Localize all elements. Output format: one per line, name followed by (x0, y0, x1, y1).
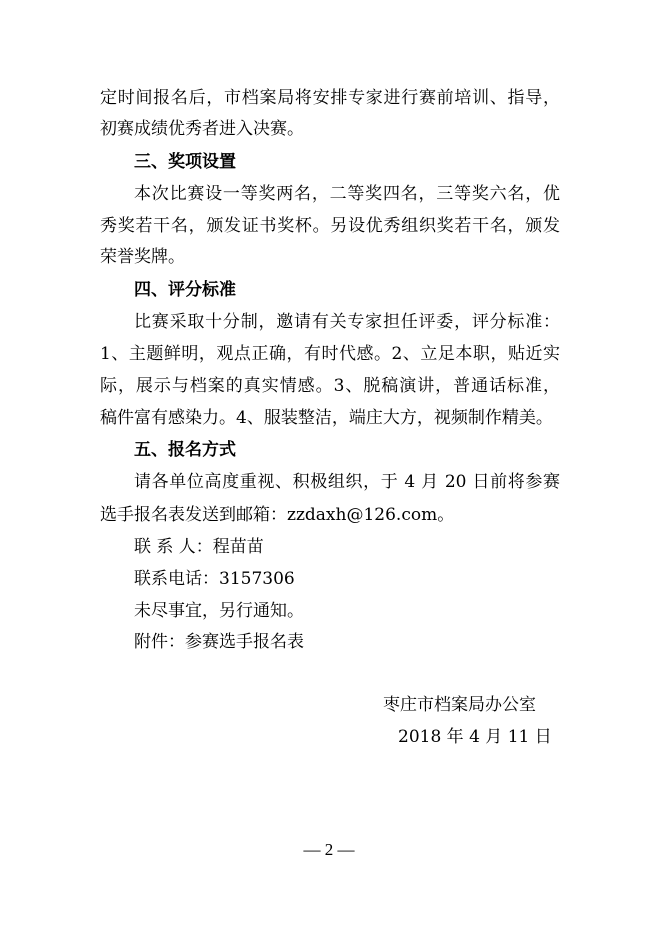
notice-text: 未尽事宜，另行通知。 (134, 601, 304, 621)
signature-org: 枣庄市档案局办公室 (383, 695, 536, 715)
contact-person: 联 系 人：程苗苗 (134, 537, 264, 557)
paragraph-line: 选手报名表发送到邮箱：zzdaxh@126.com。 (100, 505, 455, 525)
section-heading-registration: 五、报名方式 (134, 440, 236, 460)
paragraph-line: 1、主题鲜明，观点正确，有时代感。2、立足本职，贴近实 (100, 344, 560, 364)
paragraph-line: 比赛采取十分制，邀请有关专家担任评委，评分标准： (134, 312, 560, 332)
paragraph-line: 际，展示与档案的真实情感。3、脱稿演讲，普通话标准， (100, 376, 560, 396)
paragraph-line: 荣誉奖牌。 (100, 247, 185, 267)
signature-date: 2018 年 4 月 11 日 (398, 727, 552, 747)
section-heading-awards: 三、奖项设置 (134, 152, 236, 172)
section-heading-scoring: 四、评分标准 (134, 280, 236, 300)
paragraph-line: 稿件富有感染力。4、服装整洁，端庄大方，视频制作精美。 (100, 408, 553, 428)
paragraph-line: 请各单位高度重视、积极组织，于 4 月 20 日前将参赛 (134, 472, 560, 492)
attachment-text: 附件：参赛选手报名表 (134, 632, 304, 652)
paragraph-line: 本次比赛设一等奖两名，二等奖四名，三等奖六名，优 (134, 184, 560, 204)
paragraph-line: 定时间报名后，市档案局将安排专家进行赛前培训、指导， (100, 88, 560, 108)
paragraph-line: 初赛成绩优秀者进入决赛。 (100, 119, 304, 139)
contact-phone: 联系电话：3157306 (134, 569, 295, 589)
page-number: — 2 — (303, 840, 355, 859)
paragraph-line: 秀奖若干名，颁发证书奖杯。另设优秀组织奖若干名，颁发 (100, 216, 560, 236)
